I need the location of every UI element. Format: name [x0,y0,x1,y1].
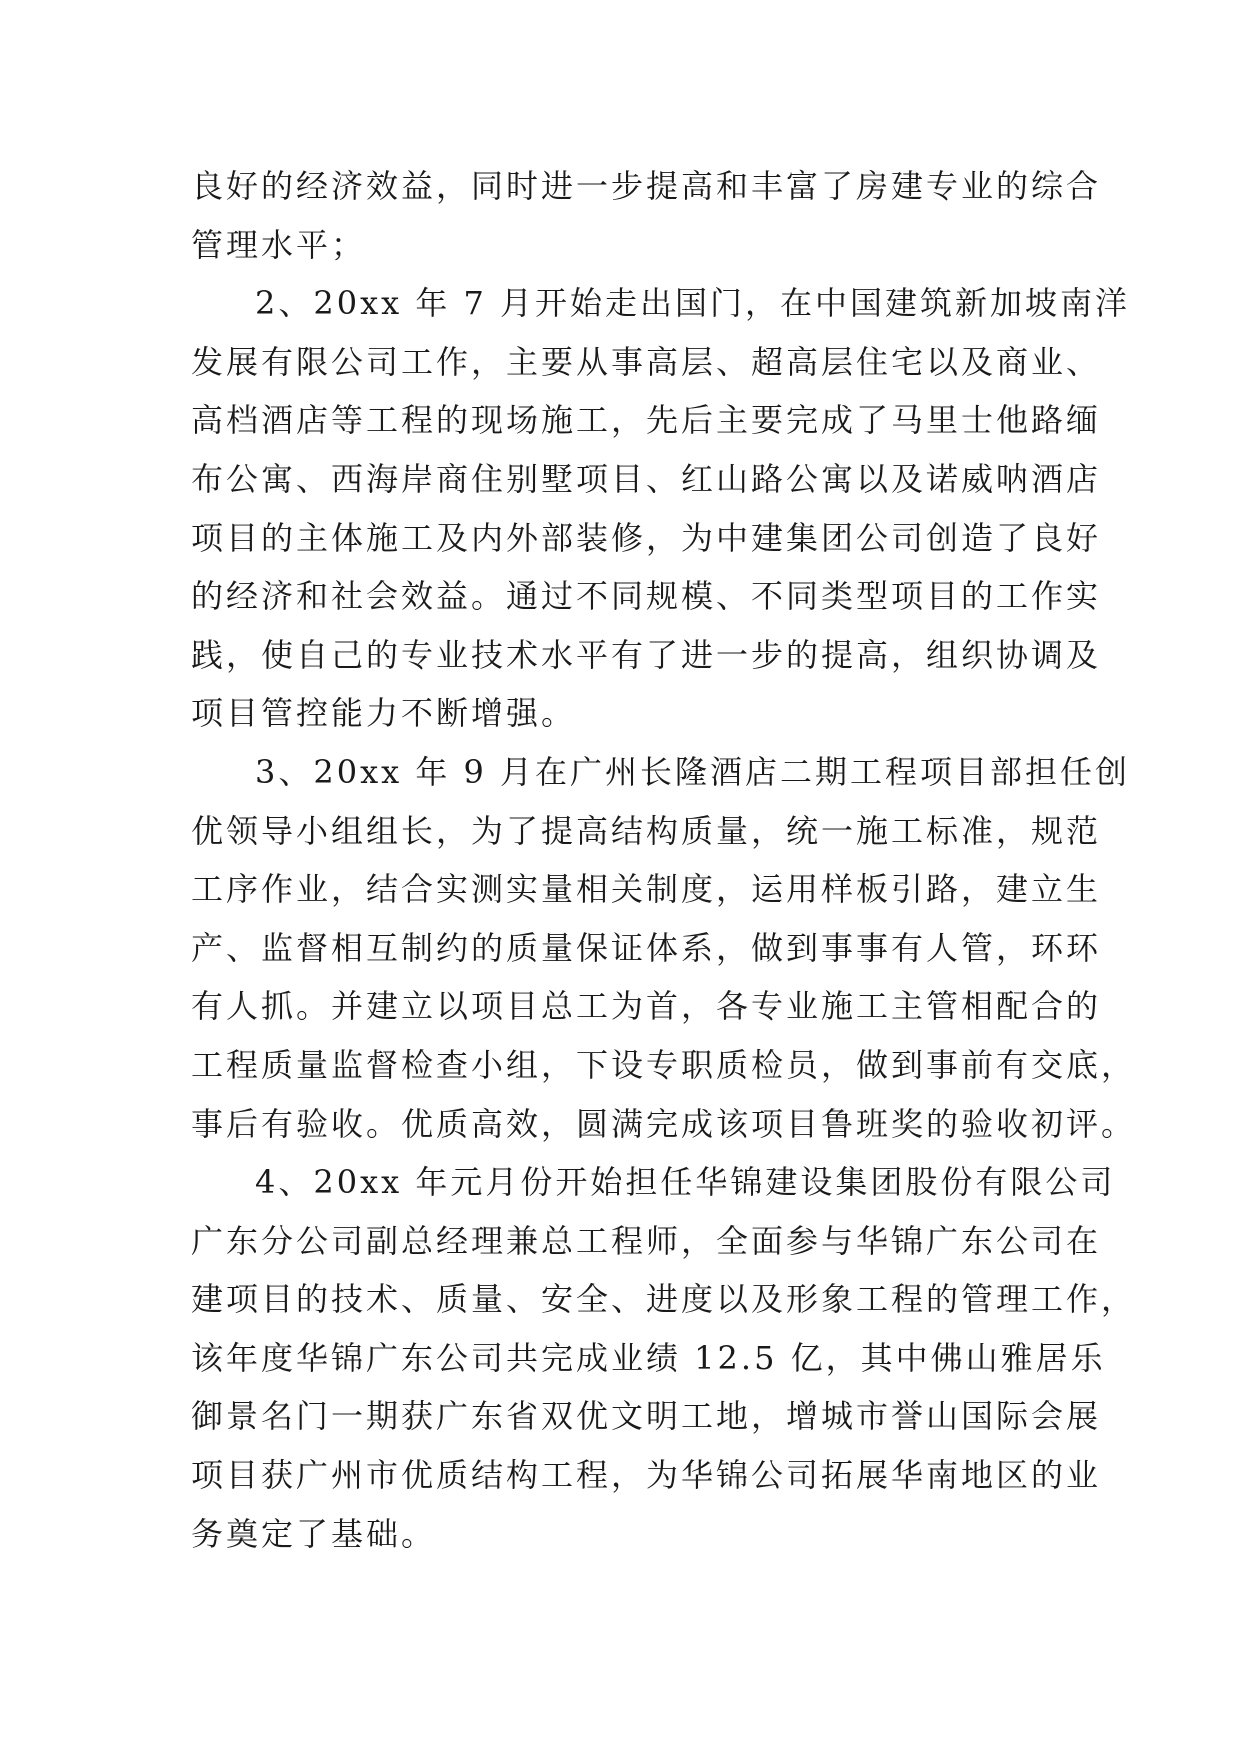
text-line: 工序作业，结合实测实量相关制度，运用样板引路，建立生 [191,870,1102,909]
text-line: 高档酒店等工程的现场施工，先后主要完成了马里士他路缅 [191,401,1102,440]
text-line: 布公寓、西海岸商住别墅项目、红山路公寓以及诺威呐酒店 [191,459,1102,498]
text-line: 御景名门一期获广东省双优文明工地，增城市誉山国际会展 [191,1397,1102,1436]
text-line: 建项目的技术、质量、安全、进度以及形象工程的管理工作， [191,1280,1137,1319]
text-line: 项目获广州市优质结构工程，为华锦公司拓展华南地区的业 [191,1456,1102,1495]
text-line: 产、监督相互制约的质量保证体系，做到事事有人管，环环 [191,928,1102,967]
text-line: 事后有验收。优质高效，圆满完成该项目鲁班奖的验收初评。 [191,1104,1137,1143]
text-line: 良好的经济效益，同时进一步提高和丰富了房建专业的综合 [191,167,1102,205]
text-line: 广东分公司副总经理兼总工程师，全面参与华锦广东公司在 [191,1221,1102,1260]
text-line: 项目管控能力不断增强。 [191,694,577,733]
text-line: 有人抓。并建立以项目总工为首，各专业施工主管相配合的 [191,987,1102,1026]
text-line: 优领导小组组长，为了提高结构质量，统一施工标准，规范 [191,811,1102,850]
text-line: 4、20xx 年元月份开始担任华锦建设集团股份有限公司 [255,1163,1116,1202]
text-line: 3、20xx 年 9 月在广州长隆酒店二期工程项目部担任创 [255,752,1131,791]
text-line: 2、20xx 年 7 月开始走出国门，在中国建筑新加坡南洋 [255,284,1131,323]
text-line: 管理水平； [191,225,367,264]
text-line: 践，使自己的专业技术水平有了进一步的提高，组织协调及 [191,635,1102,674]
text-line: 项目的主体施工及内外部装修，为中建集团公司创造了良好 [191,518,1102,557]
text-line: 工程质量监督检查小组，下设专职质检员，做到事前有交底， [191,1045,1137,1084]
text-line: 发展有限公司工作，主要从事高层、超高层住宅以及商业、 [191,342,1102,381]
text-line: 该年度华锦广东公司共完成业绩 12.5 亿，其中佛山雅居乐 [191,1338,1106,1377]
text-line: 的经济和社会效益。通过不同规模、不同类型项目的工作实 [191,577,1102,616]
document-body [191,157,1137,1563]
text-line: 务奠定了基础。 [191,1514,437,1553]
